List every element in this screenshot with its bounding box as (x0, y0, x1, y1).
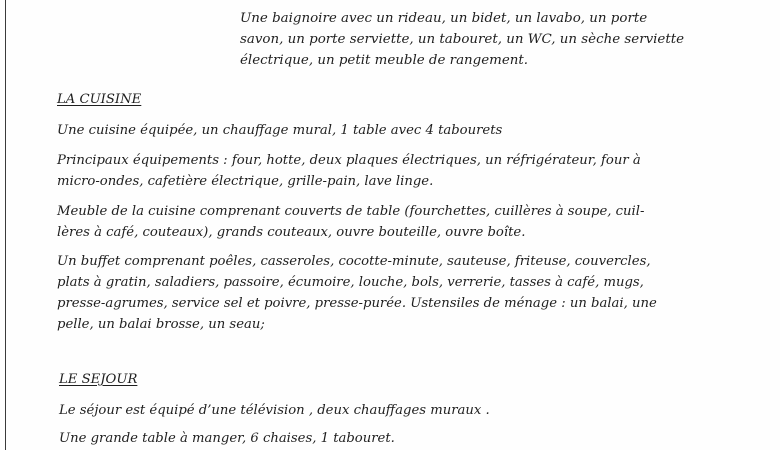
cuisine-paragraph-3 (57, 201, 644, 243)
paragraph-line: Une grande table à manger, 6 chaises, 1 tabouret. (59, 431, 395, 446)
paragraph-line: Le séjour est équipé d’une télévision , deux chauffages muraux . (59, 403, 490, 418)
sejour-paragraph-1 (59, 400, 490, 421)
paragraph-line: Principaux équipements : four, hotte, deux plaques électriques, un réfrigérateur, four à (57, 153, 641, 168)
section-heading-cuisine: LA CUISINE (57, 92, 142, 107)
page-left-border (5, 0, 6, 450)
sejour-paragraph-2 (59, 428, 395, 449)
paragraph-line: micro-ondes, cafetière électrique, grille-pain, lave linge. (57, 174, 434, 189)
cuisine-paragraph-2 (57, 150, 641, 192)
paragraph-line: Une baignoire avec un rideau, un bidet, un lavabo, un porte (240, 11, 648, 26)
paragraph-line: Une cuisine équipée, un chauffage mural, 1 table avec 4 tabourets (57, 123, 503, 138)
paragraph-line: savon, un porte serviette, un tabouret, un WC, un sèche serviette (240, 32, 685, 47)
paragraph-line: plats à gratin, saladiers, passoire, écumoire, louche, bols, verrerie, tasses à café, mugs, (57, 275, 644, 290)
paragraph-line: presse-agrumes, service sel et poivre, presse-purée. Ustensiles de ménage : un balai, une (57, 296, 657, 311)
paragraph-line: Un buffet comprenant poêles, casseroles, cocotte-minute, sauteuse, friteuse, couvercles, (57, 254, 651, 269)
cuisine-paragraph-4 (57, 251, 657, 335)
paragraph-line: Meuble de la cuisine comprenant couverts de table (fourchettes, cuillères à soupe, cuil- (57, 204, 645, 219)
paragraph-line: pelle, un balai brosse, un seau; (57, 317, 265, 332)
cuisine-paragraph-1 (57, 120, 502, 141)
paragraph-line: lères à café, couteaux), grands couteaux, ouvre bouteille, ouvre boîte. (57, 225, 526, 240)
section-heading-sejour: LE SEJOUR (59, 372, 138, 387)
bathroom-equipment-paragraph (240, 8, 684, 71)
paragraph-line: électrique, un petit meuble de rangement. (240, 53, 529, 68)
